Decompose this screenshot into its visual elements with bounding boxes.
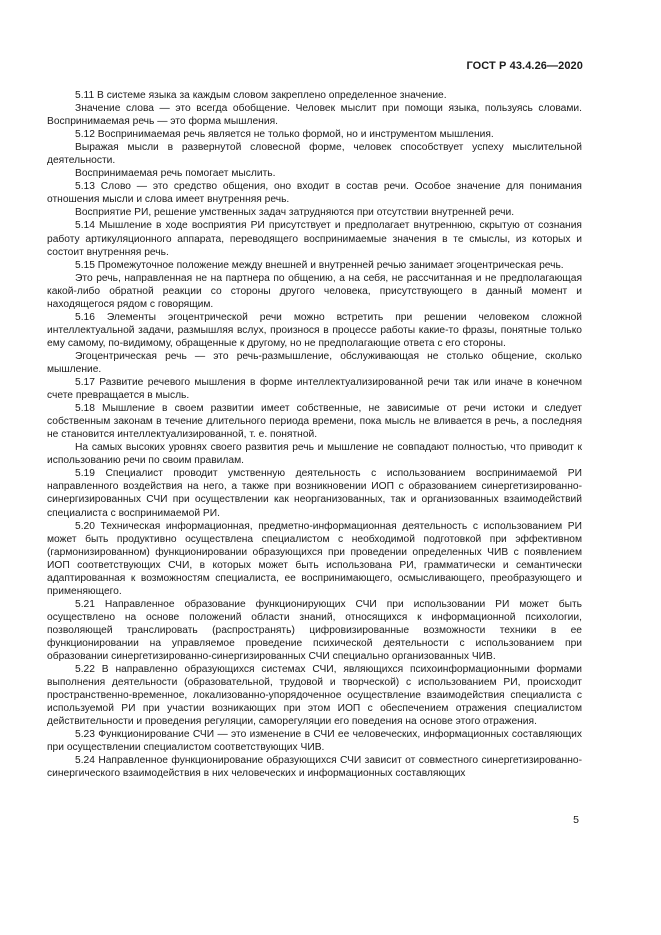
paragraph-5-13: 5.13 Слово — это средство общения, оно входит в состав речи. Особое значение для понимания отношения мысли и слова имеет внутренняя речь. — [47, 181, 582, 206]
document-body — [47, 89, 582, 780]
paragraph-5-24: 5.24 Направленное функционирование образующихся СЧИ зависит от совместного синергетизированно-синергического взаимодействия в них человеческих и информационных составляющих — [47, 755, 582, 780]
paragraph-5-23: 5.23 Функционирование СЧИ — это изменение в СЧИ ее человеческих, информационных составляющих при осуществлении специалистом соответствующих ЧИВ. — [47, 729, 582, 754]
paragraph: Воспринимаемая речь помогает мыслить. — [75, 168, 276, 180]
standard-code-header: ГОСТ Р 43.4.26—2020 — [466, 60, 583, 72]
paragraph-5-14: 5.14 Мышление в ходе восприятия РИ присутствует и предполагает внутреннюю, скрытую от сознания работу артикуляционного аппарата, переводящего воспринимаемые значения в те смыслы, из которых и состоит внутренняя речь. — [47, 220, 582, 258]
paragraph-5-20: 5.20 Техническая информационная, предметно-информационная деятельность с использованием РИ может быть продуктивно осуществлена специалистом с необходимой подготовкой при эффективном (гармонизированном) функционировании образующихся при проведении определенных ЧИВ с появлением ИОП соответствующих СЧИ, в которых может быть использована РИ, грамматически и семантически адаптированная к возможностям специалиста, ее воспринимающего, осмысливающего, преобразующего и применяющего. — [47, 520, 582, 597]
paragraph-5-21: 5.21 Направленное образование функционирующих СЧИ при использовании РИ может быть осуществлено на основе положений области знаний, относящихся к информационной психологии, позволяющей транслировать (распространять) цифровизированные возможности техники в ее функционировании на управляемое проведение психической деятельности с использованием при образовании синергетизированно-синергизированных СЧИ специально организованных ЧИВ. — [47, 598, 582, 663]
paragraph: Выражая мысли в развернутой словесной форме, человек способствует успеху мыслительной деятельности. — [47, 142, 582, 167]
paragraph-5-16: 5.16 Элементы эгоцентрической речи можно встретить при решении человеком сложной интеллектуальной задачи, размышляя вслух, произнося в процессе работы какие-то фразы, понятные только ему самому, по-видимому, обращенные к другому, но не предполагающие ответа с его стороны. — [47, 311, 582, 349]
page-number: 5 — [573, 814, 579, 826]
paragraph-5-19: 5.19 Специалист проводит умственную деятельность с использованием воспринимаемой РИ направленного воздействия на него, а также при возникновении ИОП с образованием синергетизированно-синергизированных СЧИ при осуществлении как неорганизованных, так и организованных взаимодействий специалиста с воспринимаемой РИ. — [47, 468, 582, 519]
paragraph: Это речь, направленная не на партнера по общению, а на себя, не рассчитанная и не предполагающая какой-либо обратной реакции со стороны другого человека, присутствующего в данный момент и находящегося рядом с говорящим. — [47, 272, 582, 310]
paragraph-5-17: 5.17 Развитие речевого мышления в форме интеллектуализированной речи так или иначе в конечном счете превращается в мысль. — [47, 377, 582, 402]
paragraph-5-18: 5.18 Мышление в своем развитии имеет собственные, не зависимые от речи истоки и следует собственным законам в течение длительного периода времени, пока мысль не вливается в речь, а последняя не становится интеллектуализированной, т. е. понятной. — [47, 403, 582, 441]
paragraph-5-11: 5.11 В системе языка за каждым словом закреплено определенное значение. — [75, 90, 447, 101]
paragraph-5-12: 5.12 Воспринимаемая речь является не только формой, но и инструментом мышления. — [75, 129, 494, 141]
paragraph: Значение слова — это всегда обобщение. Человек мыслит при помощи языка, пользуясь словами. Воспринимаемая речь — это форма мышления. — [47, 103, 582, 128]
paragraph: Эгоцентрическая речь — это речь-размышление, обслуживающая не столько общение, сколько мышление. — [47, 350, 582, 375]
paragraph: На самых высоких уровнях своего развития речь и мышление не совпадают полностью, что приводит к использованию речи по своим правилам. — [47, 442, 582, 467]
paragraph: Восприятие РИ, решение умственных задач затрудняются при отсутствии внутренней речи. — [75, 207, 515, 219]
paragraph-5-22: 5.22 В направленно образующихся системах СЧИ, являющихся психоинформационными формами выполнения деятельности (образовательной, трудовой и творческой) с использованием РИ, происходит пространственно-временное, локализованно-упорядоченное осуществление взаимодействия специалиста с используемой РИ при участии возникающих при этом ИОП с обеспечением отражения специалистом действительности и проведения регуляции, саморегуляции его поведения на основе этого отражения. — [47, 664, 582, 728]
paragraph-5-15: 5.15 Промежуточное положение между внешней и внутренней речью занимает эгоцентрическая речь. — [75, 259, 564, 271]
